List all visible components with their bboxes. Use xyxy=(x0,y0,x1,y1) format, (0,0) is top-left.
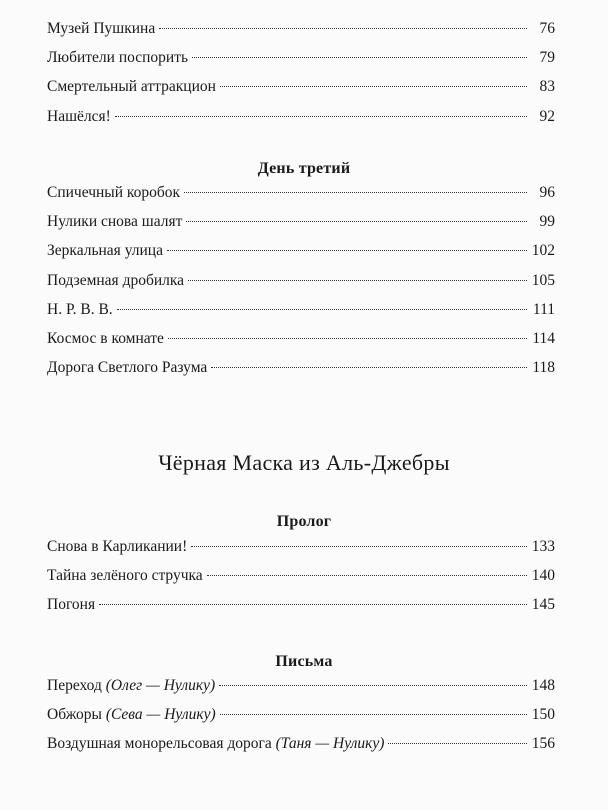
toc-entry[interactable] xyxy=(47,49,555,78)
toc-entry-title: Дорога Светлого Разума xyxy=(47,359,208,377)
toc-entry-title: Погоня xyxy=(47,596,96,614)
toc-entry[interactable] xyxy=(47,184,555,213)
toc-entry[interactable] xyxy=(47,735,555,764)
dot-leader xyxy=(220,86,527,87)
toc-group-prologue xyxy=(47,538,555,626)
dot-leader xyxy=(99,604,527,605)
toc-entry-title: Космос в комнате xyxy=(47,329,164,347)
dot-leader xyxy=(168,338,527,339)
toc-entry-title: Смертельный аттракцион xyxy=(47,78,216,96)
dot-leader xyxy=(220,714,527,715)
toc-entry[interactable] xyxy=(47,20,555,49)
dot-leader xyxy=(167,250,527,251)
dot-leader xyxy=(159,28,527,29)
toc-group-day2-end xyxy=(47,20,555,137)
dot-leader xyxy=(388,743,527,744)
toc-entry-note: (Сева — Нулику) xyxy=(105,706,216,724)
toc-entry-page: 76 xyxy=(539,20,555,37)
toc-entry-title: Музей Пушкина xyxy=(47,20,156,37)
dot-leader xyxy=(211,367,527,368)
toc-entry-title: Н. Р. В. В. xyxy=(47,300,113,318)
toc-entry-page: 102 xyxy=(531,242,555,260)
section-heading-day3: День третий xyxy=(257,160,351,177)
book-title-heading: Чёрная Маска из Аль-Джебры xyxy=(158,450,450,475)
toc-entry[interactable] xyxy=(47,272,555,301)
toc-entry-page: 83 xyxy=(539,78,555,96)
toc-entry[interactable] xyxy=(47,330,555,359)
dot-leader xyxy=(219,685,527,686)
toc-entry-note: (Олег — Нулику) xyxy=(105,677,216,694)
section-heading-letters: Письма xyxy=(275,653,333,670)
toc-entry-main-title: Воздушная монорельсовая дорога xyxy=(47,735,272,753)
toc-entry[interactable] xyxy=(47,567,555,596)
toc-entry-page: 105 xyxy=(531,271,555,289)
toc-entry-main-title: Переход xyxy=(47,677,102,694)
dot-leader xyxy=(117,309,527,310)
toc-entry[interactable] xyxy=(47,213,555,242)
toc-entry-note: (Таня — Нулику) xyxy=(275,735,385,753)
toc-entry-title: Тайна зелёного стручка xyxy=(47,567,203,585)
dot-leader xyxy=(115,116,527,117)
dot-leader xyxy=(186,221,527,222)
toc-entry-page: 79 xyxy=(539,49,555,67)
toc-entry[interactable] xyxy=(47,301,555,330)
dot-leader xyxy=(191,546,527,547)
toc-entry-title: Снова в Карликании! xyxy=(47,538,188,555)
toc-entry[interactable] xyxy=(47,108,555,137)
toc-entry-page: 150 xyxy=(531,706,555,724)
toc-entry[interactable] xyxy=(47,538,555,567)
toc-entry-title: Любители поспорить xyxy=(47,49,189,67)
toc-entry-page: 99 xyxy=(539,213,555,231)
toc-entry-title: Зеркальная улица xyxy=(47,242,163,260)
toc-entry-main-title: Обжоры xyxy=(47,706,102,724)
toc-entry-page: 92 xyxy=(539,107,555,125)
toc-entry-title: Спичечный коробок xyxy=(47,184,181,201)
dot-leader xyxy=(207,575,527,576)
toc-entry-page: 111 xyxy=(532,300,555,318)
dot-leader xyxy=(184,192,527,193)
toc-entry-page: 148 xyxy=(531,677,555,694)
toc-entry-page: 133 xyxy=(531,538,555,555)
toc-entry[interactable] xyxy=(47,706,555,735)
toc-entry-page: 145 xyxy=(531,596,555,614)
toc-entry[interactable] xyxy=(47,78,555,107)
toc-entry-title xyxy=(47,735,384,753)
toc-entry-page: 140 xyxy=(531,567,555,585)
toc-group-day3 xyxy=(47,184,555,388)
toc-entry-title: Подземная дробилка xyxy=(47,271,185,289)
section-heading-prologue: Пролог xyxy=(276,513,332,530)
toc-entry-title xyxy=(47,677,215,695)
toc-entry-page: 114 xyxy=(532,329,555,347)
toc-entry-page: 96 xyxy=(539,184,555,201)
toc-entry-title: Нашёлся! xyxy=(47,107,111,125)
toc-entry-title: Нулики снова шалят xyxy=(47,213,183,231)
toc-entry-page: 118 xyxy=(532,359,555,377)
toc-group-letters xyxy=(47,677,555,765)
toc-entry[interactable] xyxy=(47,242,555,271)
toc-entry-title xyxy=(47,706,216,724)
toc-entry[interactable] xyxy=(47,596,555,625)
dot-leader xyxy=(192,57,527,58)
toc-entry[interactable] xyxy=(47,677,555,706)
dot-leader xyxy=(188,280,527,281)
toc-entry[interactable] xyxy=(47,359,555,388)
toc-entry-page: 156 xyxy=(531,735,555,753)
